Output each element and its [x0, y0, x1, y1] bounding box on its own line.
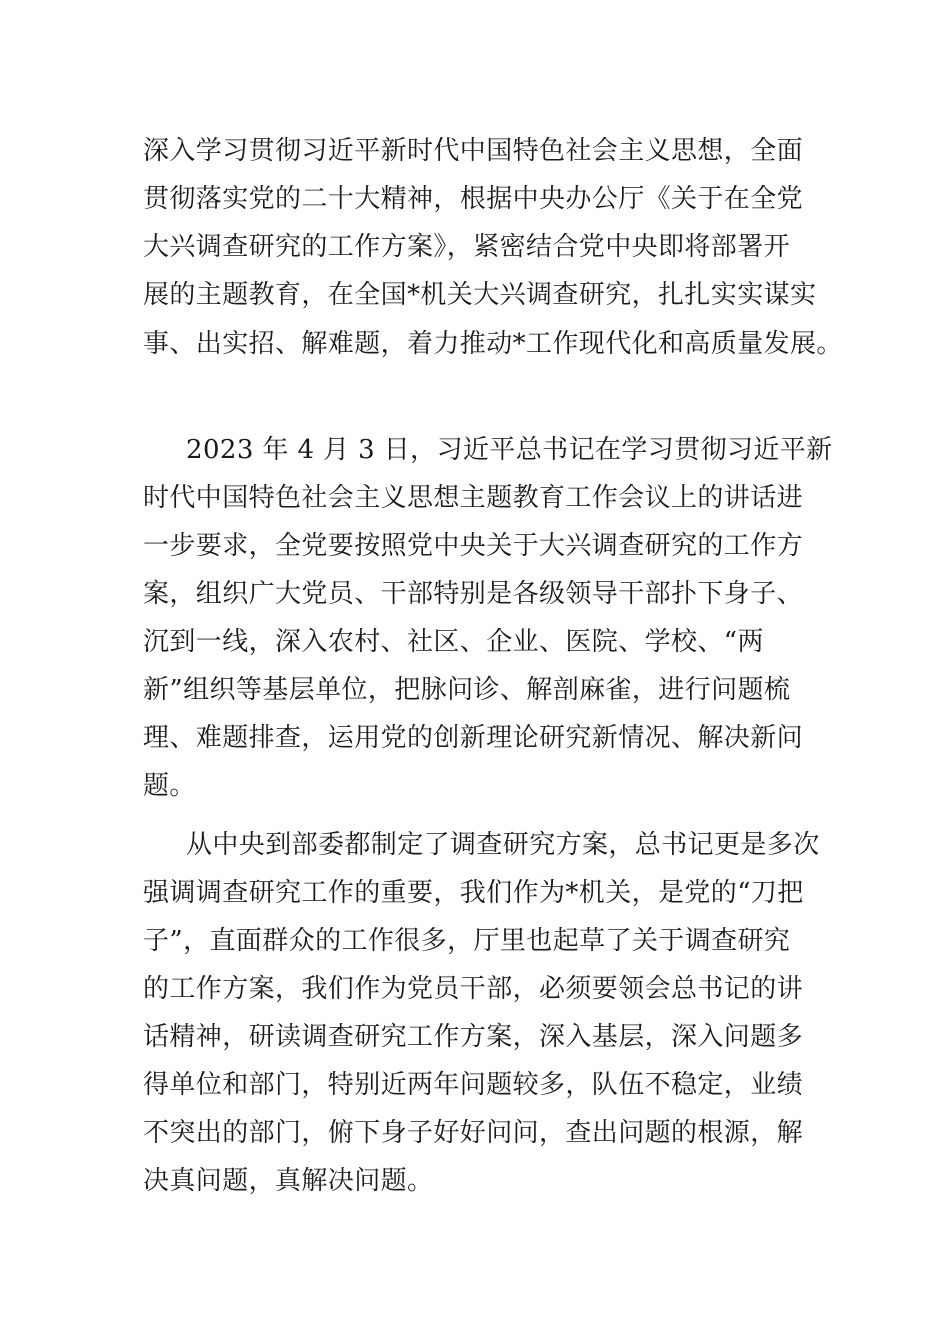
paragraph-2-line-8: 题。 — [143, 771, 196, 801]
paragraph-2-line-3: 一步要求，全党要按照党中央关于大兴调查研究的工作方 — [143, 531, 804, 561]
paragraph-3-line-2: 强调调查研究工作的重要，我们作为*机关，是党的“刀把 — [143, 878, 804, 908]
paragraph-3-line-1: 从中央到部委都制定了调查研究方案，总书记更是多次 — [186, 830, 820, 860]
paragraph-3-line-7: 不突出的部门，俯下身子好好问问，查出问题的根源，解 — [143, 1118, 804, 1148]
paragraph-2-line-7: 理、难题排查，运用党的创新理论研究新情况、解决新问 — [143, 723, 804, 753]
paragraph-3-line-4: 的工作方案，我们作为党员干部，必须要领会总书记的讲 — [143, 974, 804, 1004]
paragraph-2-line-1: 2023 年 4 月 3 日，习近平总书记在学习贯彻习近平新 — [186, 435, 833, 465]
paragraph-1-line-3: 大兴调查研究的工作方案》，紧密结合党中央即将部署开 — [143, 232, 791, 262]
paragraph-3-line-6: 得单位和部门，特别近两年问题较多，队伍不稳定，业绩 — [143, 1070, 804, 1100]
paragraph-2-line-2: 时代中国特色社会主义思想主题教育工作会议上的讲话进 — [143, 483, 804, 513]
paragraph-3-line-3: 子”，直面群众的工作很多，厅里也起草了关于调查研究 — [143, 926, 791, 956]
paragraph-2-line-4: 案，组织广大党员、干部特别是各级领导干部扑下身子、 — [143, 579, 804, 609]
paragraph-1-line-1: 深入学习贯彻习近平新时代中国特色社会主义思想，全面 — [143, 136, 804, 166]
paragraph-1-line-2: 贯彻落实党的二十大精神，根据中央办公厅《关于在全党 — [143, 184, 804, 214]
paragraph-2-line-5: 沉到一线，深入农村、社区、企业、医院、学校、“两 — [143, 627, 764, 657]
paragraph-1-line-5: 事、出实招、解难题，着力推动*工作现代化和高质量发展。 — [143, 329, 843, 359]
paragraph-2-line-6: 新”组织等基层单位，把脉问诊、解剖麻雀，进行问题梳 — [143, 675, 791, 705]
paragraph-3-line-5: 话精神，研读调查研究工作方案，深入基层，深入问题多 — [143, 1022, 804, 1052]
paragraph-1-line-4: 展的主题教育，在全国*机关大兴调查研究，扎扎实实谋实 — [143, 280, 817, 310]
paragraph-3-line-8: 决真问题，真解决问题。 — [143, 1166, 434, 1196]
